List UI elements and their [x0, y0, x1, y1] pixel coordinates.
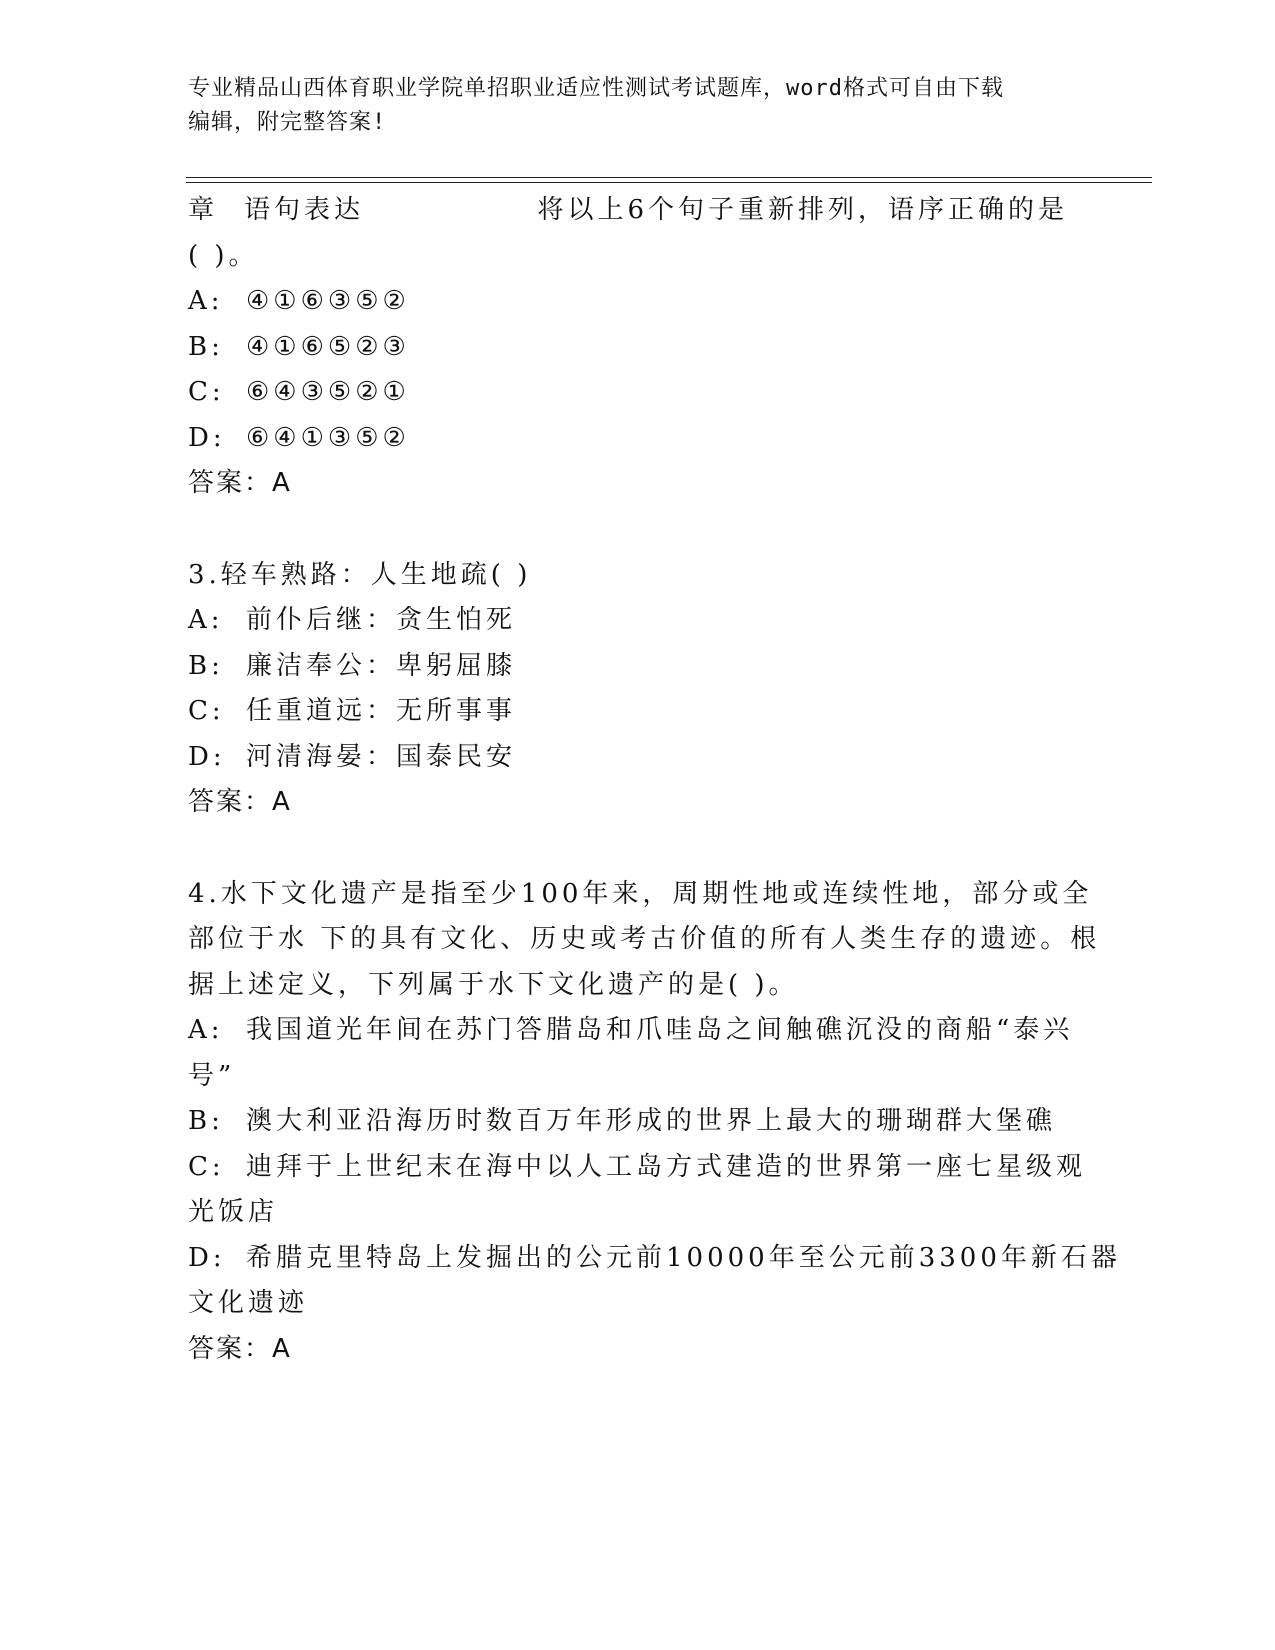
header-rule-bottom	[186, 182, 1152, 183]
option-a	[188, 598, 1088, 644]
option-c	[188, 1145, 1088, 1191]
option-c-continuation: 光饭店	[188, 1197, 279, 1227]
option-b	[188, 325, 1088, 371]
option-d	[188, 416, 1088, 462]
option-b	[188, 1099, 1088, 1145]
option-label: D:	[188, 422, 226, 453]
option-b	[188, 644, 1088, 690]
question-3	[188, 553, 1088, 826]
question-2	[188, 188, 1088, 507]
option-label: C:	[188, 1151, 225, 1182]
question-content	[188, 188, 1121, 1372]
question-2-blank: ( )。	[188, 240, 259, 271]
option-text: ④①⑥⑤②③	[246, 331, 410, 362]
option-text: 廉洁奉公：卑躬屈膝	[246, 650, 517, 681]
option-a	[188, 1008, 1088, 1054]
intro-fragment-b: 语句表达	[244, 195, 365, 225]
option-text: 任重道远：无所事事	[246, 696, 517, 726]
header-rule-top	[186, 177, 1152, 178]
option-text: 迪拜于上世纪末在海中以人工岛方式建造的世界第一座七星级观	[246, 1151, 1087, 1182]
option-d	[188, 735, 1088, 781]
option-d	[188, 1236, 1121, 1282]
option-a	[188, 279, 1088, 325]
option-text: 希腊克里特岛上发掘出的公元前10000年至公元前3300年新石器	[246, 1242, 1121, 1273]
question-2-intro	[188, 188, 1068, 234]
option-c	[188, 370, 1088, 416]
option-a-continuation: 号”	[188, 1060, 236, 1091]
answer-line: 答案：A	[188, 468, 292, 498]
option-text: 我国道光年间在苏门答腊岛和爪哇岛之间触礁沉没的商船“泰兴	[246, 1015, 1074, 1045]
option-text: ⑥④①③⑤②	[246, 422, 410, 453]
question-4-stem-line: 部位于水 下的具有文化、历史或考古价值的所有人类生存的遗迹。根	[188, 924, 1101, 954]
option-text: 前仆后继：贪生怕死	[246, 605, 517, 635]
option-label: C:	[188, 377, 225, 407]
option-text: ⑥④③⑤②①	[246, 377, 410, 407]
header-line-1: 专业精品山西体育职业学院单招职业适应性测试考试题库，word格式可自由下载	[188, 76, 1004, 101]
document-header	[188, 72, 1068, 140]
option-text: ④①⑥③⑤②	[246, 286, 410, 316]
option-text: 澳大利亚沿海历时数百万年形成的世界上最大的珊瑚群大堡礁	[246, 1106, 1057, 1136]
option-label: A:	[188, 1015, 224, 1045]
intro-fragment-a: 章	[188, 195, 219, 225]
option-label: C:	[188, 696, 225, 726]
option-label: B:	[188, 331, 224, 362]
question-4-stem-line: 据上述定义，下列属于水下文化遗产的是( )。	[188, 969, 799, 1000]
option-label: A:	[188, 605, 224, 635]
option-label: B:	[188, 1106, 224, 1136]
question-4-stem-line: 4.水下文化遗产是指至少100年来，周期性地或连续性地，部分或全	[188, 878, 1093, 909]
answer-line: 答案：A	[188, 1333, 292, 1364]
option-label: D:	[188, 741, 226, 772]
header-line-2: 编辑，附完整答案!	[188, 110, 387, 135]
answer-line: 答案：A	[188, 787, 292, 817]
question-3-stem: 3.轻车熟路：人生地疏( )	[188, 559, 532, 590]
option-label: D:	[188, 1242, 226, 1273]
question-4	[188, 872, 1121, 1373]
option-d-continuation: 文化遗迹	[188, 1288, 309, 1318]
option-label: A:	[188, 286, 224, 316]
option-label: B:	[188, 650, 224, 681]
option-c	[188, 689, 1088, 735]
option-text: 河清海晏：国泰民安	[246, 741, 517, 772]
intro-fragment-c: 将以上6个句子重新排列，语序正确的是	[537, 195, 1068, 225]
